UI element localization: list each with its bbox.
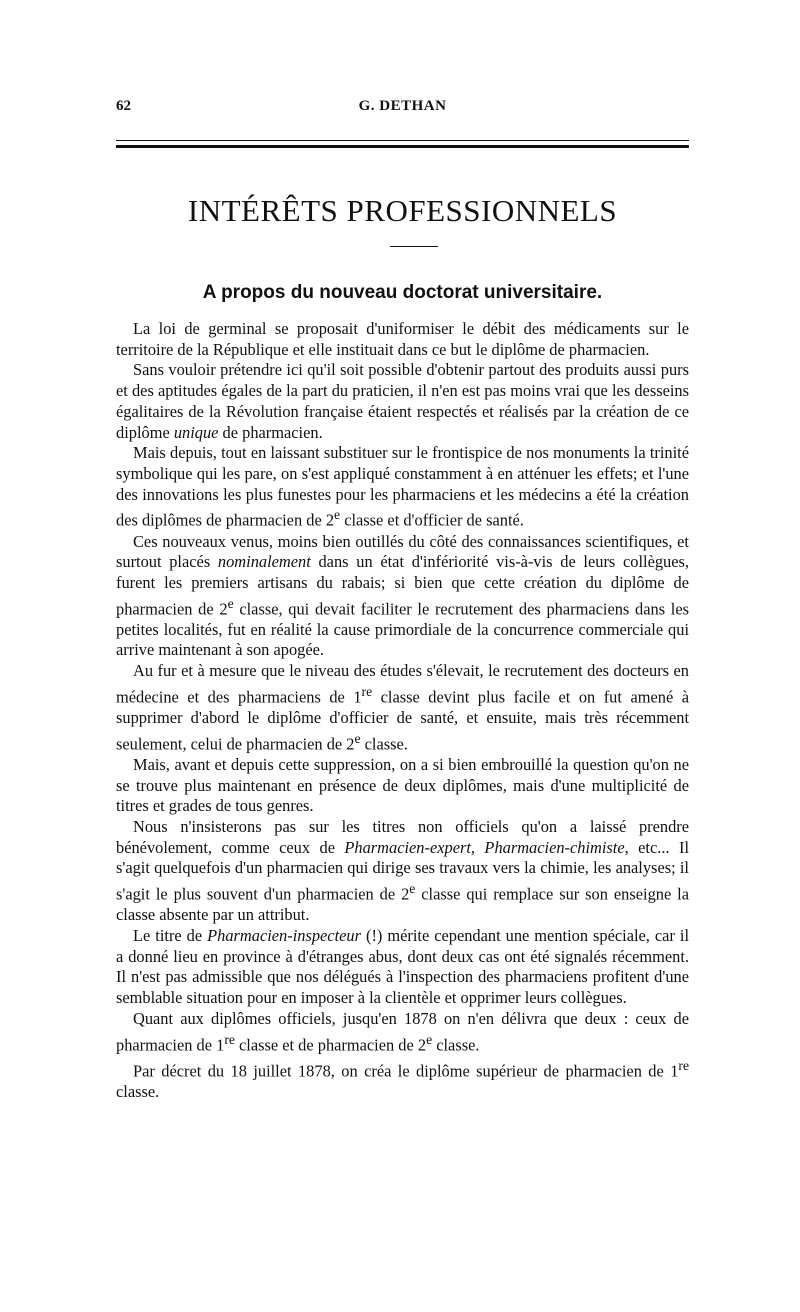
paragraph-2: Sans vouloir prétendre ici qu'il soit possible d'obtenir partout des produits aussi purs et des aptitudes égales de la part du praticien, il n'en est pas moins vrai que les desseins égalitaires de la Révolution française étaient respectés et réalisés par la création de ce diplôme unique de pharmacien. [116,360,689,442]
title-separator [390,246,438,247]
article-title: A propos du nouveau doctorat universitaire. [202,282,603,303]
paragraph-1: La loi de germinal se proposait d'uniformiser le débit des médicaments sur le territoire de la République et elle instituait dans ce but le diplôme de pharmacien. [116,319,689,359]
section-title: INTÉRÊTS PROFESSIONNELS [187,193,618,228]
article-body [116,319,689,1103]
header-rule-thick [116,145,689,148]
running-head-author: G. DETHAN [358,98,447,114]
header-rule-thin [116,140,689,141]
paragraph-9: Quant aux diplômes officiels, jusqu'en 1878 on n'en délivra que deux : ceux de pharmacien de 1re classe et de pharmacien de 2e classe. [116,1008,689,1055]
page-number: 62 [116,98,131,114]
paragraph-3: Mais depuis, tout en laissant substituer sur le frontispice de nos monuments la trinité symbolique qui les pare, on s'est appliqué constamment à en atténuer les effets; et l'une des innovations les plus funestes pour les pharmaciens et les médecins a été la création des diplômes de pharmacien de 2e classe et d'officier de santé. [116,443,689,530]
paragraph-5: Au fur et à mesure que le niveau des études s'élevait, le recrutement des docteurs en médecine et des pharmaciens de 1re classe devint plus facile et on fut amené à supprimer d'abord le diplôme d'officier de santé, et ensuite, mais très récemment seulement, celui de pharmacien de 2e classe. [116,661,689,754]
paragraph-10: Par décret du 18 juillet 1878, on créa le diplôme supérieur de pharmacien de 1re classe. [116,1057,689,1101]
paragraph-4: Ces nouveaux venus, moins bien outillés du côté des connaissances scientifiques, et surtout placés nominalement dans un état d'infériorité vis-à-vis de leurs collègues, furent les premiers artisans du rabais; si bien que cette création du diplôme de pharmacien de 2e classe, qui devait faciliter le recrutement des pharmaciens dans les petites localités, fut en réalité la cause primordiale de la concurrence commerciale qui arrive maintenant à son apogée. [116,531,690,660]
running-head [116,98,689,122]
paragraph-7: Nous n'insisterons pas sur les titres non officiels qu'on a laissé prendre bénévolement, comme ceux de Pharmacien-expert, Pharmacien-chimiste, etc... Il s'agit quelquefois d'un pharmacien qui dirige ses travaux vers la chimie, les analyses; il s'agit le plus souvent d'un pharmacien de 2e classe qui remplace sur son enseigne la classe absente par un attribut. [116,817,689,925]
paragraph-6: Mais, avant et depuis cette suppression, on a si bien embrouillé la question qu'on ne se trouve plus maintenant en présence de deux diplômes, mais d'une multiplicité de titres et grades de tous genres. [116,754,689,816]
paragraph-8: Le titre de Pharmacien-inspecteur (!) mérite cependant une mention spéciale, car il a donné lieu en province à d'étranges abus, dont deux cas ont été signalés récemment. Il n'est pas admissible que nos délégués à l'inspection des pharmaciens profitent d'une semblable situation pour en imposer à la clientèle et opprimer leurs collègues. [116,926,689,1008]
